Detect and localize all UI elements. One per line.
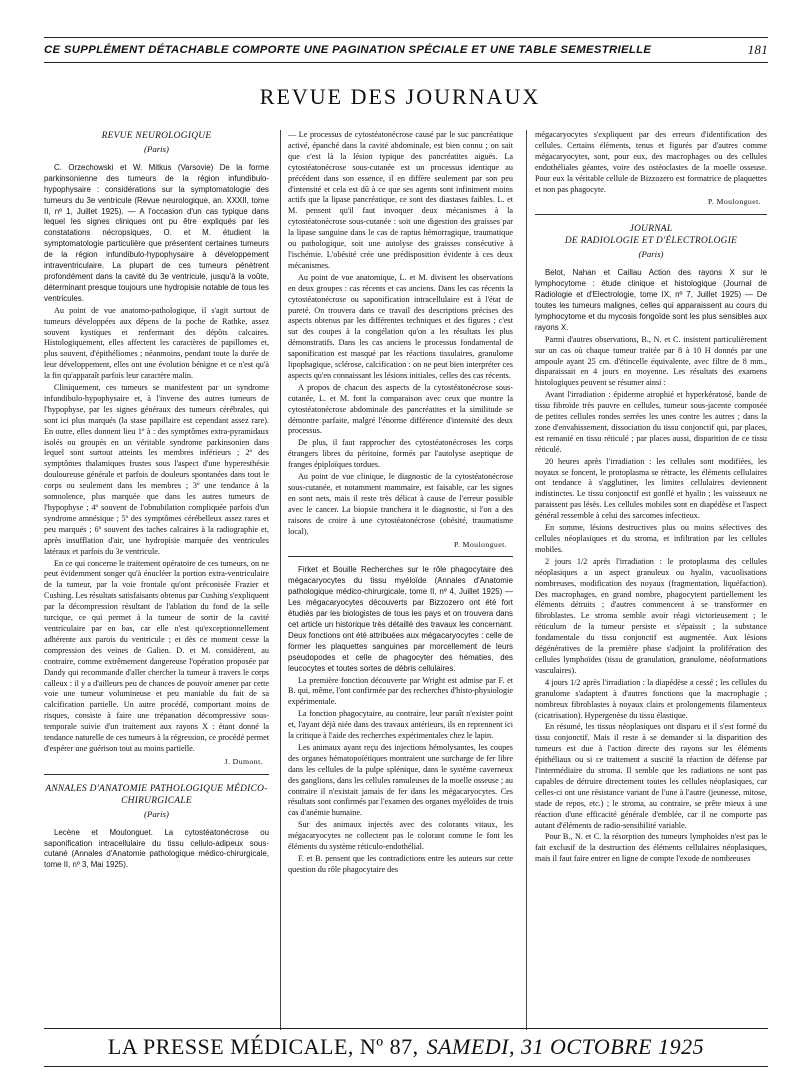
column-separator-2: [526, 130, 527, 1030]
supplement-notice: CE SUPPLÉMENT DÉTACHABLE COMPORTE UNE PAGINATION SPÉCIALE ET UNE TABLE SEMESTRIELLE: [44, 44, 652, 56]
page-title: REVUE DES JOURNAUX: [259, 84, 541, 109]
paragraph: De plus, il faut rapprocher des cytostéatonécroses les corps étrangers libres du péritoine, formés par l'autolyse aseptique de franges épiploïques tordues.: [288, 438, 513, 470]
column-separator-1: [280, 130, 281, 1030]
page-number: 181: [747, 42, 768, 57]
section-title-annales-anatomie: ANNALES D'ANATOMIE PATHOLOGIQUE MÉDICO-CHIRURGICALE: [45, 783, 268, 806]
article-separator: [288, 556, 513, 557]
paragraph: Les animaux ayant reçu des injections hémolysantes, les coupes des organes hématopoïétiques montraient une surcharge de fer libre dans les cellules de la pulpe splénique, dans le système caverneux des ganglions, dans les cellules ramuleuses de la moelle osseuse ; au contraire il n'existait jamais de fer dans les mégacaryocytes. Ces résultats sont confirmés par l'examen des organes myéloïdes de trois cas d'anémie humaine.: [288, 742, 513, 818]
section-title-journal: JOURNAL: [629, 224, 673, 235]
article-separator: [535, 214, 767, 215]
paragraph: Au point de vue clinique, le diagnostic de la cytostéatonécrose sous-cutanée, et notamment mammaire, est faisable, car les signes en sont nets, mais il reste très délicat à cause de l'erreur possible avec le cancer. La biopsie tranchera it le diagnostic, si l'on a des raisons de croire à une cytostéatonécrose (obésité, traumatisme local).: [288, 472, 513, 536]
article-separator: [44, 774, 269, 775]
paragraph: — Le processus de cytostéatonécrose causé par le suc pancréatique activé, épanché dans la cavité abdominale, est bien connu ; on sait que c'est là la lésion typique des pancréatites aiguës. La cytostéatonécrose sous-cutanée est un processus identique au précédent dans son essence, il en diffère seulement par son peu d'intensité et cela est dû à ce que ses agents sont infiniment moins actifs que la lipase pancréatique, ce sont des diastases faibles. L. et M. pensent qu'il faut invoquer deux mécanismes à la cytostéatonécrose sous-cutanée : soit une digestion des graisses par la lipase sanguine dans le cas de raptus hémorragique, traumatique ou pathologique, soit une autolyse des graisses consécutive à l'ischémie. L'obésité crée une prédisposition évidente à ces deux mécanismes.: [288, 130, 513, 270]
paragraph: En ce qui concerne le traitement opératoire de ces tumeurs, on ne peut évidemment songer qu'à énucléer la portion extra-ventriculaire de la tumeur, par la voie frontale qu'ont préconisée Frazier et Cushing. Les résultats satisfaisants obtenus par Cushing s'expliquent par la décompression résultant de l'ablation du fond de la selle turcique, ce qui permet à la tumeur de sortir de la cavité ventriculaire par en bas, car elle n'est qu'exceptionnellement adhérente aux parois du ventricule ; et dès ce moment cesse la compression des veines de Galien. D. et M. considèrent, au contraire, comme extrêmement dangereuse l'opération proposée par Dandy qui recommande d'aller chercher la tumeur à travers le corps calleux : il y a d'ailleurs peu de chances de pouvoir amener par cette voie une tumeur volumineuse et peu maniable du fait de sa calcification partielle. Un autre procédé, comportant moins de risques, consiste à faire une trépanation décompressive sous-temporale suivie d'un traitement aux rayons X : étant donné la tendance naturelle de ces tumeurs à la régression, ce procédé permet d'espérer une guérison tout au moins partielle.: [44, 558, 269, 753]
header-bottom-rule: [44, 62, 768, 63]
paragraph: F. et B. pensent que les contradictions entre les auteurs sur cette question du rôle phagocytaire des: [288, 854, 513, 874]
section-city: (Paris): [638, 249, 664, 260]
paragraph: Parmi d'autres observations, B., N. et C. insistent particulièrement sur un cas où chaque tumeur traitée par 8 à 10 H donnés par une ampoule ayant 25 cm. d'étincelle équivalente, avec filtre de 8 mm., disparaissait en 4 jours en moyenne. Les résultats des examens histologiques peuvent se résumer ainsi :: [535, 334, 767, 388]
paragraph: 20 heures après l'irradiation : les cellules sont modifiées, les noyaux se foncent, le protoplasma se rétracte, les éléments cellulaires ont tendance à s'agglutiner, les limites cellulaires deviennent indistinctes. Le tissu conjonctif est gonflé et hyalin ; les vaisseaux ne paraissent pas lésés. Les cellules mobiles sont en diapédèse et l'aspect général ressemble à celui des sarcomes infectieux.: [535, 456, 767, 521]
column-1: [44, 130, 269, 871]
section-title-revue-neurologique: REVUE NEUROLOGIQUE: [101, 131, 212, 141]
paragraph: mégacaryocytes s'expliquent par des erreurs d'identification des cellules. Certains éléments, tenus et figurés par d'autres comme mégacaryocytes, sont, pour eux, des macrophages ou des cellules endothéliales géantes, voire des ostéoclastes de la moelle osseuse. Pour eux la véritable cellule de Bizzozero est formatrice de plaquettes et non pas phagocyte.: [535, 130, 767, 194]
paragraph: Cliniquement, ces tumeurs se manifestent par un syndrome infundibulo-hypophysaire et, à l'inverse des autres tumeurs de l'hypophyse, par les signes généraux des tumeurs cérébrales, qui sont ici plus marqués (la stase papillaire est cependant assez rare). En outre, elles donnent lieu 1º à : des symptômes extra-pyramidaux isolés ou groupés en un véritable syndrome parkinsonien dans lequel sont surtout atteints les membres inférieurs ; 2º des symptômes thalamiques frustes sous l'aspect d'une hyperesthésie douloureuse générale et parfois de douleurs spontanées dans tout le corps ou seulement dans les membres ; 3º une tendance à la somnolence, plus marquée que dans les autres tumeurs de l'hypophyse ; 4º souvent de l'obnubilation compliquée parfois d'un syndrome amnésique ; 5º des symptômes cérébelleux assez rares et peu marqués ; 6º souvent des taches calcaires à la radiographie et, après insufflation d'air, une hydropisie marquée des ventricules latéraux et parfois du 3e ventricule.: [44, 383, 269, 556]
author-signature: J. Dumont.: [224, 756, 263, 766]
paragraph: En résumé, les tissus néoplasiques ont disparu et il s'est formé du tissu conjonctif. Mais il reste à se demander si la disparition des tumeurs est due à l'action directe des rayons sur les éléments épithéliaux ou si ce traitement a suscité la réaction de défense par l'intermédiaire du stroma. Il semble que les radiations ne sont pas capables de détruire directement toutes les cellules néoplasiques, car celles-ci ont une résistance variant de l'une à l'autre (jeunesse, mitose, stade de repos, etc.) ; le stroma, au contraire, se prête mieux à une réaction d'une efficacité générale d'emblée, car il ne comporte pas autant d'éléments de radio-sensibilité variable.: [535, 722, 767, 830]
running-header: [44, 40, 768, 60]
paragraph: Pour B., N. et C. la résorption des tumeurs lymphoïdes n'est pas le fait exclusif de la destruction des éléments cellulaires néoplasiques, mais il faut faire entrer en ligne de compte l'exode de nombreuses: [535, 832, 767, 864]
section-city: (Paris): [144, 144, 169, 154]
section-title-radiologie: DE RADIOLOGIE ET D'ÉLECTROLOGIE: [564, 236, 738, 247]
paragraph: En somme, lésions destructives plus ou moins sélectives des cellules néoplasiques et du stroma, et infiltration par les cellules mobiles.: [535, 523, 767, 554]
paragraph: 4 jours 1/2 après l'irradiation : la diapédèse a cessé ; les cellules du granulome s'adaptent à d'autres fonctions que la macrophagie ; nombreux fibroblastes à noyaux clairs et prolongements filamenteux (cicatrisation). Hypergenèse du tissu élastique.: [535, 677, 767, 720]
section-city: (Paris): [144, 808, 169, 819]
paragraph: A propos de chacun des aspects de la cytostéatonécrose sous-cutanée, L. et M. font la comparaison avec ceux que montre la cytostéatonécrose abdominale des pancréatites et la similitude se démontre parfaite, malgré l'énorme différence d'intensité des deux processus.: [288, 382, 513, 436]
paragraph: La première fonction découverte par Wright est admise par F. et B. qui, même, l'ont confirmée par des recherches d'histo-physiologie expérimentale.: [288, 675, 513, 707]
article-lecene: Lecène et Moulonguet. La cytostéatonécrose ou saponification intracellulaire du tissu cellulo-adipeux sous-cutané (Annales d'Anatomie pathologique médico-chirurgicale, tome II, nº 3, Mai 1925).: [44, 827, 269, 870]
author-signature: P. Moulonguet.: [453, 539, 507, 549]
article-belot: Belot, Nahan et Caillau Action des rayons X sur le lymphocytome : étude clinique et histologique (Journal de Radiologie et d'Electrologie, tome IX, nº 7, Juillet 1925) — De toutes les tumeurs malignes, celles qui apparaissent au cours du lymphocytome et du mycosis fongoïde sont les plus sensibles aux rayons X.: [535, 268, 767, 332]
footer-date: SAMEDI, 31 OCTOBRE 1925: [426, 1034, 705, 1059]
paragraph: 2 jours 1/2 après l'irradiation : le protoplasma des cellules néoplasiques a un aspect granuleux ou hyalin, vacuolisations nombreuses, modification des noyaux (fragmentation, liquéfaction). Des macrophages, en grand nombre, phagocytent partiellement les éléments détruits ; d'autres commencent à se transformer en fibroblastes. Le stroma semble avoir réagi victorieusement ; le réticulum de la tumeur persiste et s'épaissit ; la substance fondamentale du tissu conjonctif est augmentée. Aux lésions dégénératives de la première phase s'adjoint la prolifération des cellules lymphoïdes (tissu de granulation, granulome, néoformations vasculaires).: [535, 556, 767, 675]
footer-bottom-rule: [44, 1066, 768, 1067]
paragraph: Avant l'irradiation : épiderme atrophié et hyperkératosé, bande de tissu fibroïde très pauvre en cellules, tumeur sous-jacente composée de petites cellules rondes serrées les unes contre les autres ; dans la zone d'envahissement, dissociation du tissu conjonctif qui, par places, est remanié en tissu réticulé ; par places aussi, disparition de ce tissu réticulé.: [535, 390, 767, 454]
page-footer: [44, 1032, 768, 1062]
column-3: [535, 130, 767, 865]
article-firket: Firket et Bouille Recherches sur le rôle phagocytaire des mégacaryocytes du tissu myéloïde (Annales d'Anatomie pathologique médico-chirurgicale, tome II, nº 4, Juillet 1925) — Les mégacaryocytes découverts par Bizzozero ont été fort étudiés par les biologistes de tous les pays et on trouvera dans cet article un historique très détaillé des travaux les concernant. Deux fonctions ont été attribuées aux mégacaryocytes : celle de former les plaquettes sanguines par morcellement de leurs pseudopodes et celle de phagocyter des hématies, des leucocytes et toutes sortes de débris cellulaires.: [288, 565, 513, 673]
author-signature: P. Moulonguet.: [707, 197, 761, 207]
footer-journal: LA PRESSE MÉDICALE, Nº 87,: [107, 1034, 419, 1059]
footer-top-rule: [44, 1028, 768, 1029]
article-orzechowski: C. Orzechowski et W. Mitkus (Varsovie) De la forme parkinsonienne des tumeurs de la région infundibulo-hypophysaire : considérations sur la symptomatologie des tumeurs du 3e ventricule (Revue neurologique, an. XXXII, tome II, nº 1, Juillet 1925). — A l'occasion d'un cas typique dans lequel les signes cliniques ont pu être expliqués par les constatations nécropsiques, O. et M. étudient la symptomatologie particulière que présentent certaines tumeurs de la région infundibulo-hypophysaire à développement intraventriculaire. La plupart de ces tumeurs pénètrent profondément dans la cavité du 3e ventricule, jusqu'à la voûte, déterminant presque toujours une hydropisie notable de tous les ventricules.: [44, 162, 269, 303]
paragraph: Au point de vue anatomo-pathologique, il s'agit surtout de tumeurs développées aux dépens de la poche de Rathke, assez souvent kystiques et renfermant des dépôts calcaires. Histologiquement, elles affectent les caractères de papillomes et, plus souvent, d'épithéliomes ; néanmoins, pendant toute la durée de leur développement, elles ont une évolution bénigne et ce n'est qu'à la fin qu'apparaît parfois leur caractère malin.: [44, 305, 269, 381]
paragraph: Sur des animaux injectés avec des colorants vitaux, les mégacaryocytes ne collectent pas le colorant comme le font les éléments du système réticulo-endothélial.: [288, 820, 513, 852]
column-2: [288, 130, 513, 876]
header-top-rule: [44, 37, 768, 38]
paragraph: Au point de vue anatomique, L. et M. divisent les observations en deux groupes : cas récents et cas anciens. Dans les cas récents la cytostéatonécrose ou saponification intracellulaire est à l'état de pureté. On trouvera dans ce travail des descriptions précises des aspects obtenus par les différentes techniques et des figures ; c'est sur des coupes à la congélation qu'on a les résultats les plus démonstratifs. Dans les cas anciens le processus fondamental de saponification est masqué par les réactions tissulaires, granulome lipophagique, sclérose, calcification : on ne peut bien interpréter ces aspects qu'en connaissant les lésions initiales, celles des cas récents.: [288, 272, 513, 380]
paragraph: La fonction phagocytaire, au contraire, leur paraît n'exister point et, l'ayant déjà niée dans des travaux antérieurs, ils en reprennent ici la critique à l'aide des recherches expérimentales chez le lapin.: [288, 709, 513, 741]
